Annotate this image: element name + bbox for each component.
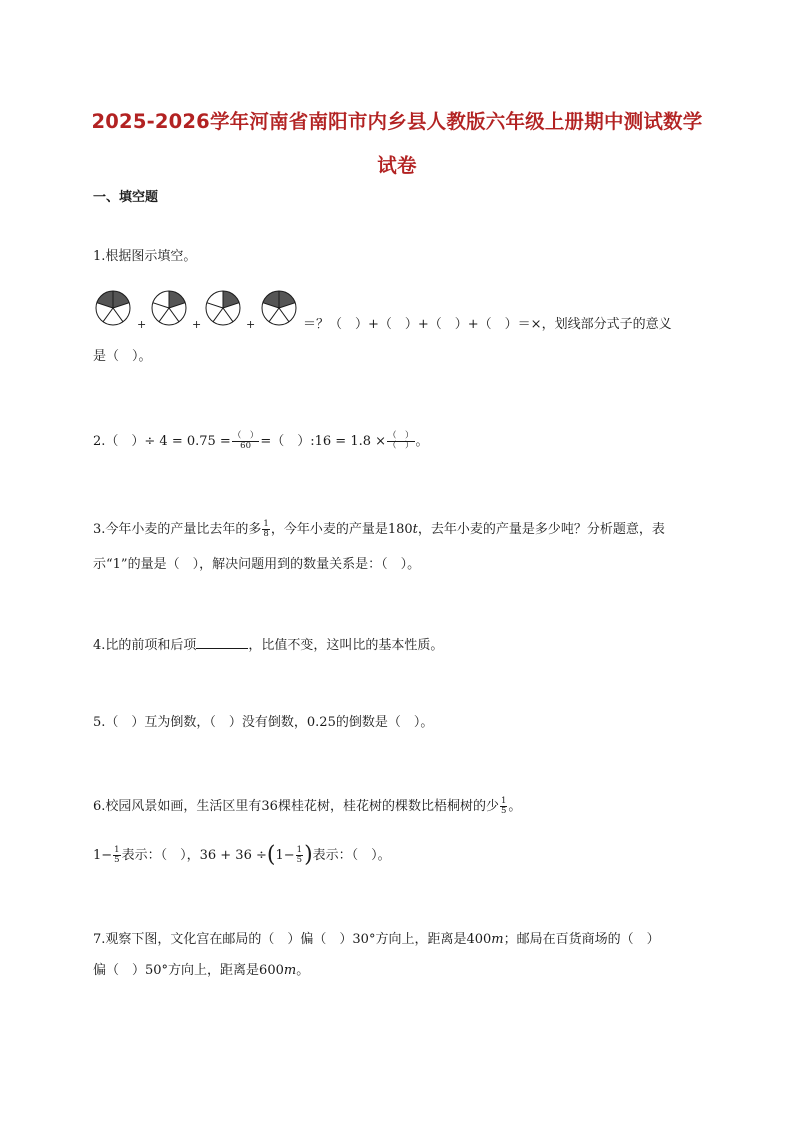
section-heading: 一、填空题 (93, 190, 159, 205)
circle-figure-3 (203, 288, 243, 328)
fraction-numerator: 1 (296, 845, 303, 855)
question-3-fraction (262, 520, 269, 539)
circle-figure-4 (259, 288, 299, 328)
question-6-l2-d: 表示：（ ）。 (312, 848, 391, 863)
question-3-part-3: ，去年小麦的产量是多少吨？分析题意，表 (417, 522, 665, 537)
question-6-line-1 (93, 797, 521, 816)
question-1-stem: 1.根据图示填空。 (93, 249, 197, 264)
plus-sign-1: + (137, 318, 147, 331)
question-6-end: 。 (508, 799, 522, 814)
question-2-fraction-1 (232, 432, 260, 451)
question-6-line-2 (93, 842, 391, 868)
close-paren: ) (304, 842, 313, 868)
question-7-line-1 (93, 931, 660, 949)
question-7-unit: m (283, 963, 297, 978)
question-2-end: 。 (415, 434, 429, 449)
question-7-line-2 (93, 962, 309, 980)
question-6-fraction (500, 797, 507, 816)
fraction-denominator: 8 (263, 529, 269, 539)
circle-figure-2 (149, 288, 189, 328)
question-7-unit: m (491, 932, 504, 947)
fraction-denominator: 60 (240, 441, 251, 451)
question-3-unit: t (412, 522, 418, 537)
question-6-part-1: 6.校园风景如画，生活区里有36棵桂花树，桂花树的棵数比梧桐树的少 (93, 799, 499, 814)
answer-blank[interactable] (196, 636, 248, 649)
question-1-equation: ＝？（ ）+（ ）+（ ）+（ ）＝×，划线部分式子的意义 (303, 317, 672, 332)
question-3-line-2: 示“1”的量是（ ），解决问题用到的数量关系是：（ ）。 (93, 557, 421, 572)
fraction-denominator: 5 (500, 806, 507, 816)
question-7-l1-a: 7.观察下图，文化宫在邮局的（ ）偏（ ）30°方向上，距离是400 (93, 932, 492, 947)
fraction-numerator: （ ） (232, 431, 259, 441)
question-3-part-1: 3.今年小麦的产量比去年的多 (93, 522, 262, 537)
fraction-denominator: （ ） (388, 441, 414, 451)
title-line-2: 试卷 (377, 154, 417, 177)
fraction-denominator: 5 (114, 855, 120, 865)
question-7-l1-b: ；邮局在百货商场的（ ） (503, 932, 660, 947)
open-paren: ( (266, 842, 276, 868)
fraction-numerator: （ ） (388, 431, 414, 441)
question-6-l2-b: 表示：（ ），36 + 36 ÷ (121, 848, 267, 863)
question-2-part-2: =（ ）:16 = 1.8 × (260, 434, 387, 449)
plus-sign-3: + (246, 318, 256, 331)
question-7-l2-b: 。 (296, 963, 310, 978)
question-3-part-2: ，今年小麦的产量是180 (270, 522, 413, 537)
document-title (90, 100, 704, 188)
fraction-numerator: 1 (500, 796, 507, 806)
question-5: 5.（ ）互为倒数，（ ）没有倒数，0.25的倒数是（ ）。 (93, 715, 434, 730)
question-4-part-2: ，比值不变，这叫比的基本性质。 (248, 638, 444, 653)
question-6-l2-fraction-1 (113, 846, 120, 865)
plus-sign-2: + (192, 318, 202, 331)
question-7-l2-a: 偏（ ）50°方向上，距离是600 (93, 963, 284, 978)
fraction-numerator: 1 (114, 845, 120, 855)
question-4 (93, 636, 443, 655)
fraction-numerator: 1 (263, 519, 269, 529)
question-2 (93, 432, 429, 451)
question-2-fraction-2 (387, 432, 415, 451)
question-6-l2-c: 1− (275, 848, 295, 863)
fraction-circles (93, 288, 333, 338)
question-1-tail: 是（ ）。 (93, 349, 152, 364)
fraction-denominator: 5 (296, 855, 303, 865)
circle-figure-1 (93, 288, 133, 328)
question-6-l2-fraction-2 (296, 846, 303, 865)
question-3-line-1 (93, 520, 665, 539)
question-6-l2-a: 1− (93, 848, 113, 863)
title-line-1: 2025-2026学年河南省南阳市内乡县人教版六年级上册期中测试数学 (91, 110, 703, 133)
question-2-part-1: 2.（ ）÷ 4 = 0.75 = (93, 434, 231, 449)
question-4-part-1: 4.比的前项和后项 (93, 638, 197, 653)
